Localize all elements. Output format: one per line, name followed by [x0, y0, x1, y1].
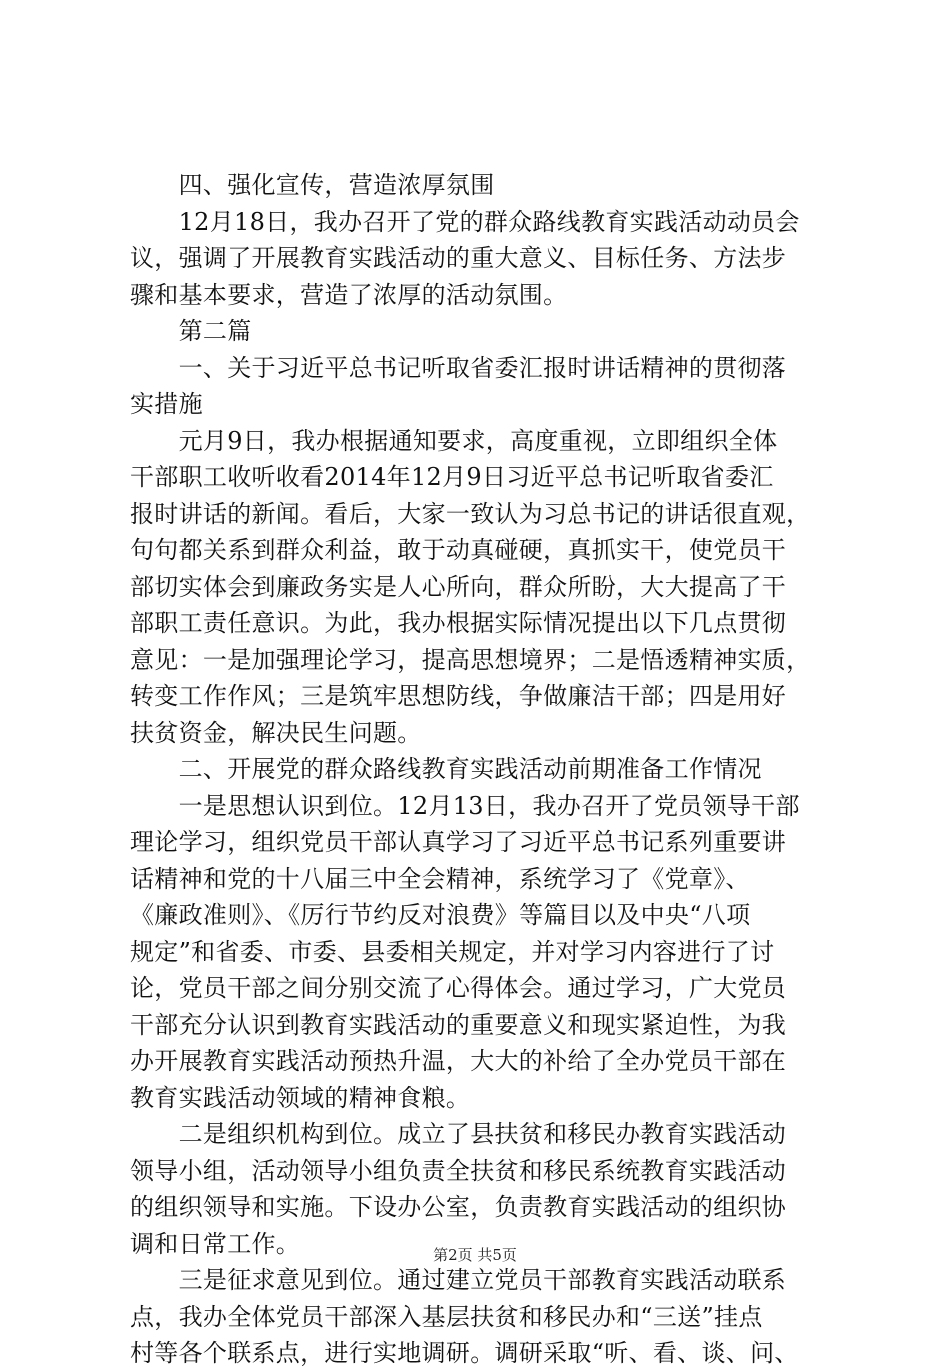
paragraph-line: 骤和基本要求，营造了浓厚的活动氛围。: [130, 280, 568, 309]
section-heading: 四、强化宣传，营造浓厚氛围: [130, 171, 495, 199]
paragraph-line: 元月9日，我办根据通知要求，高度重视，立即组织全体: [130, 426, 778, 455]
paragraph-line: 规定”和省委、市委、县委相关规定，并对学习内容进行了讨: [130, 937, 775, 966]
paragraph-line: 句句都关系到群众利益，敢于动真碰硬，真抓实干，使党员干: [130, 536, 787, 564]
paragraph-line: 意见：一是加强理论学习，提高思想境界；二是悟透精神实质，: [130, 645, 811, 674]
paragraph-line: 论，党员干部之间分别交流了心得体会。通过学习，广大党员: [130, 974, 787, 1002]
paragraph-line: 话精神和党的十八届三中全会精神，系统学习了《党章》、: [130, 864, 750, 893]
paragraph-line: 领导小组，活动领导小组负责全扶贫和移民系统教育实践活动: [130, 1156, 787, 1185]
paragraph-line: 二是组织机构到位。成立了县扶贫和移民办教育实践活动: [130, 1120, 787, 1148]
paragraph-line: 部切实体会到廉政务实是人心所向，群众所盼，大大提高了干: [130, 572, 787, 601]
paragraph-line: 12月18日，我办召开了党的群众路线教育实践活动动员会: [130, 207, 800, 236]
paragraph-line: 议，强调了开展教育实践活动的重大意义、目标任务、方法步: [130, 244, 787, 272]
page-number-footer: 第2页 共5页: [433, 1246, 517, 1264]
paragraph-line: 《廉政准则》、《厉行节约反对浪费》等篇目以及中央“八项: [130, 901, 751, 929]
section-heading: 一、关于习近平总书记听取省委汇报时讲话精神的贯彻落: [130, 353, 787, 382]
paragraph-line: 调和日常工作。: [130, 1229, 301, 1258]
section-heading: 第二篇: [130, 317, 252, 345]
paragraph-line: 教育实践活动领域的精神食粮。: [130, 1083, 471, 1112]
paragraph-line: 的组织领导和实施。下设办公室，负责教育实践活动的组织协: [130, 1193, 787, 1221]
paragraph-line: 报时讲话的新闻。看后，大家一致认为习总书记的讲话很直观，: [130, 499, 811, 528]
paragraph-line: 一是思想认识到位。12月13日，我办召开了党员领导干部: [130, 791, 800, 820]
document-body: [130, 167, 830, 1372]
paragraph-line: 干部充分认识到教育实践活动的重要意义和现实紧迫性，为我: [130, 1010, 787, 1039]
paragraph-line: 干部职工收听收看2014年12月9日习近平总书记听取省委汇: [130, 463, 774, 491]
paragraph-line: 部职工责任意识。为此，我办根据实际情况提出以下几点贯彻: [130, 609, 787, 637]
paragraph-line: 村等各个联系点，进行实地调研。调研采取“听、看、谈、问、: [130, 1339, 799, 1367]
paragraph-line: 扶贫资金，解决民生问题。: [130, 718, 422, 747]
paragraph-line: 转变工作作风；三是筑牢思想防线，争做廉洁干部；四是用好: [130, 682, 787, 710]
paragraph-line: 理论学习，组织党员干部认真学习了习近平总书记系列重要讲: [130, 828, 787, 856]
section-heading: 实措施: [130, 390, 203, 418]
paragraph-line: 点，我办全体党员干部深入基层扶贫和移民办和“三送”挂点: [130, 1302, 763, 1331]
section-heading: 二、开展党的群众路线教育实践活动前期准备工作情况: [130, 755, 762, 783]
paragraph-line: 三是征求意见到位。通过建立党员干部教育实践活动联系: [130, 1266, 787, 1294]
paragraph-line: 办开展教育实践活动预热升温，大大的补给了全办党员干部在: [130, 1047, 787, 1075]
